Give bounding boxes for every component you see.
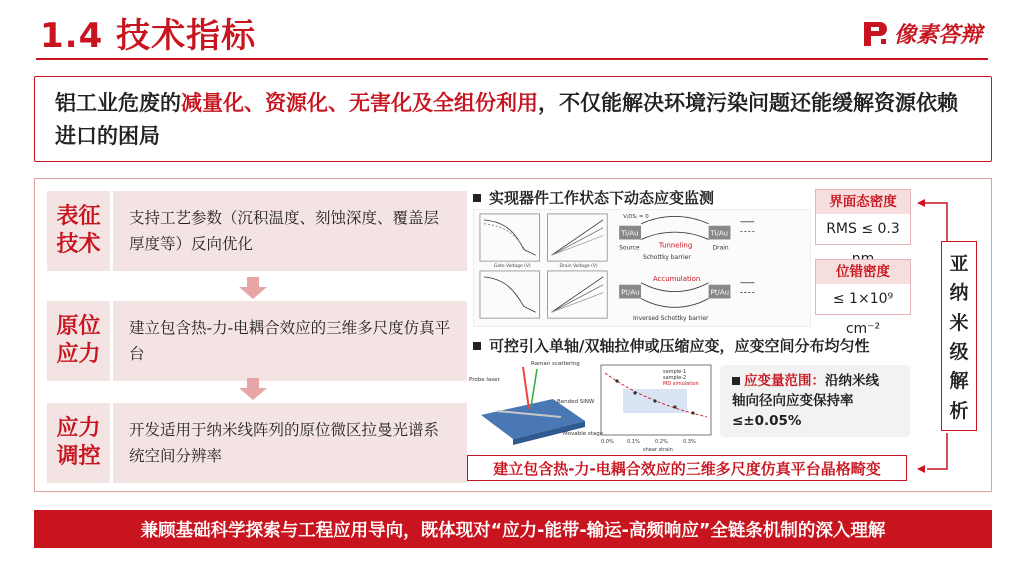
drain-voltage-label: Drain Voltage (V): [559, 264, 598, 270]
strain-range-box: [720, 365, 910, 437]
row-characterization: [47, 191, 467, 271]
metric-label: 位错密度: [816, 260, 910, 284]
accumulation-label: Accumulation: [652, 274, 701, 283]
main-panel: [34, 178, 992, 492]
row-stress-control: [47, 403, 467, 483]
metric-label: 界面态密度: [816, 190, 910, 214]
sub-nanometer-resolution-label: [941, 241, 977, 431]
down-arrow-icon: [239, 277, 267, 299]
x-tick-2: 0.2%: [655, 439, 668, 445]
sample1-label: sample-1: [663, 369, 687, 375]
row-tag-line1: 表征: [56, 204, 101, 229]
strain-range-text3: ≤±0.05%: [732, 413, 802, 429]
row-tag: [47, 301, 113, 381]
title-divider: [36, 58, 988, 60]
row-text: 开发适用于纳米线阵列的原位微区拉曼光谱系统空间分辨率: [129, 421, 440, 465]
row-in-situ-stress: [47, 301, 467, 381]
page-title: 1.4 技术指标: [40, 16, 257, 56]
vertical-char: 纳: [949, 282, 969, 305]
raman-label: Raman scattering: [531, 361, 580, 367]
intro-text: [55, 87, 971, 153]
bended-sinw-label: Bended SiNW: [557, 399, 595, 405]
row-tag: [47, 191, 113, 271]
ti-au-drain-label: Ti/Au: [710, 229, 729, 238]
x-tick-1: 0.1%: [627, 439, 640, 445]
strain-range-text1: 沿纳米线: [825, 373, 879, 389]
intro-box: [34, 76, 992, 162]
logo-text: 像素答辩: [893, 23, 982, 48]
bullet-square-icon: [732, 377, 740, 385]
vertical-char: 亚: [949, 253, 969, 276]
logo-icon: [862, 20, 888, 48]
metric-value: ≤ 1×10⁹ cm⁻²: [832, 291, 894, 337]
drain-label: Drain: [712, 244, 729, 252]
row-tag-line1: 应力: [56, 416, 101, 441]
bullet-square-icon: [473, 194, 481, 202]
vds-label: V₍DS₎ = 0: [623, 213, 649, 220]
schottky-barrier-label: Schottky barrier: [642, 254, 691, 262]
simulation-platform-bar: 建立包含热-力-电耦合效应的三维多尺度仿真平台晶格畸变: [467, 455, 907, 481]
section1-heading-text: 实现器件工作状态下动态应变监测: [489, 189, 715, 207]
row-tag-line2: 技术: [56, 232, 101, 257]
vertical-char: 级: [949, 341, 969, 364]
row-tag: [47, 403, 113, 483]
gate-voltage-label: Gate Voltage (V): [493, 264, 531, 270]
vertical-char: 解: [949, 370, 969, 393]
intro-highlight: 减量化、资源化、无害化及全组份利用: [181, 91, 538, 115]
probe-laser-label: Probe laser: [469, 377, 500, 383]
row-text: 建立包含热-力-电耦合效应的三维多尺度仿真平台: [129, 319, 451, 363]
x-axis-label: shear strain: [643, 447, 673, 453]
tunneling-label: Tunneling: [658, 241, 693, 250]
down-arrow-icon: [239, 378, 267, 400]
row-tag-line2: 调控: [56, 444, 101, 469]
vertical-char: 析: [949, 399, 969, 422]
pt-au-drain-label: Pt/Au: [710, 288, 730, 297]
ti-au-source-label: Ti/Au: [621, 229, 639, 238]
intro-part2: ，不仅能解决环境污染问题还能缓解资源依赖进口的困局: [55, 91, 958, 148]
md-simulation-label: MD simulation: [663, 381, 699, 387]
metric-value: RMS ≤ 0.3: [826, 221, 900, 237]
row-text: 支持工艺参数（沉积温度、刻蚀深度、覆盖层厚度等）反向优化: [129, 209, 440, 253]
footer-banner: 兼顾基础科学探索与工程应用导向，既体现对“应力-能带-输运-高频响应”全链条机制的深入理解: [34, 510, 992, 548]
device-characteristics-figure: [473, 209, 811, 327]
raman-strain-figure: [467, 359, 717, 453]
section-heading-strain-control: [473, 335, 869, 356]
section2-heading-text: 可控引入单轴/双轴拉伸或压缩应变，应变空间分布均匀性: [489, 337, 870, 355]
bullet-square-icon: [473, 342, 481, 350]
pt-au-source-label: Pt/Au: [621, 288, 640, 297]
brand-logo: [862, 18, 982, 49]
intro-part1: 铝工业危废的: [55, 91, 181, 115]
sample2-label: sample-2: [663, 375, 687, 381]
movable-stage-label: Movable stage: [563, 431, 604, 437]
x-tick-0: 0.0%: [601, 439, 614, 445]
section-heading-strain-monitoring: [473, 187, 714, 208]
source-label: Source: [619, 244, 640, 252]
inversed-schottky-label: Inversed Schottky barrier: [633, 315, 709, 323]
metric-interface-state-density: [815, 189, 911, 245]
row-tag-line1: 原位: [56, 314, 101, 339]
vertical-char: 米: [949, 311, 969, 334]
x-tick-3: 0.3%: [683, 439, 696, 445]
strain-range-label: 应变量范围：: [744, 373, 825, 389]
metric-dislocation-density: [815, 259, 911, 337]
strain-range-text2: 轴向径向应变保持率: [732, 393, 854, 409]
row-tag-line2: 应力: [56, 342, 101, 367]
